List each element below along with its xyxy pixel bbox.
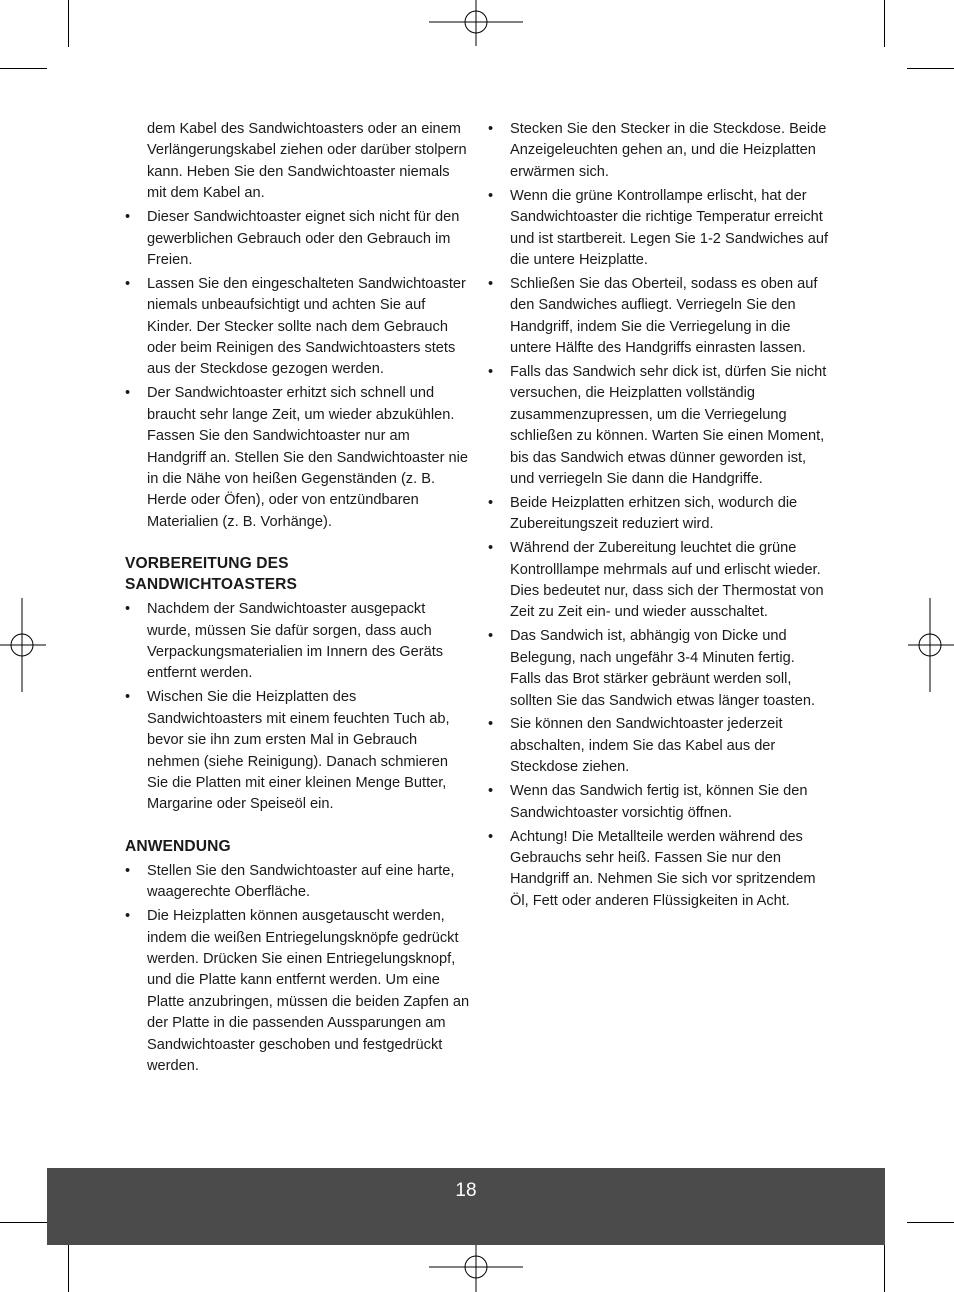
crop-mark [884,1245,885,1292]
heading-line: VORBEREITUNG DES [125,555,289,573]
crop-mark [884,0,885,47]
list-item: • Stecken Sie den Stecker in die Steckdose. Beide Anzeigeleuchten gehen an, und die Heizplatten erwärmen sich. [488,119,828,183]
list-item: • Nachdem der Sandwichtoaster ausgepackt wurde, müssen Sie dafür sorgen, dass auch Verpackungsmaterialien im Innern des Geräts entfernt werden. [125,599,470,685]
list-item: • Achtung! Die Metallteile werden während des Gebrauchs sehr heiß. Fassen Sie nur den Handgriff an. Nehmen Sie sich vor spritzendem Öl, Fett oder anderen Flüssigkeiten in Acht. [488,827,828,913]
list-item: • Der Sandwichtoaster erhitzt sich schnell und braucht sehr lange Zeit, um wieder abzukühlen. Fassen Sie den Sandwichtoaster nur am Handgriff an. Stellen Sie den Sandwichtoaster nie in die Nähe von heißen Gegenständen (z. B. Herde oder Öfen), oder von entzündbaren Materialien (z. B. Vorhänge). [125,383,470,533]
section-heading-usage: ANWENDUNG [125,837,231,855]
crop-mark [0,68,47,69]
registration-mark-left [0,598,46,692]
registration-mark-top [429,0,523,46]
bullet-list-preparation [125,599,470,816]
list-item: • Stellen Sie den Sandwichtoaster auf eine harte, waagerechte Oberfläche. [125,861,470,904]
list-item: • Sie können den Sandwichtoaster jederzeit abschalten, indem Sie das Kabel aus der Steckdose ziehen. [488,714,828,778]
list-item: • Das Sandwich ist, abhängig von Dicke und Belegung, nach ungefähr 3-4 Minuten fertig. Falls das Brot stärker gebräunt werden soll, sollten Sie das Sandwich etwas länger toasten. [488,626,828,712]
page-number: 18 [455,1180,477,1201]
registration-mark-right [908,598,954,692]
section-heading-preparation [125,553,470,595]
bullet-list-usage [125,861,470,1078]
list-item: • Während der Zubereitung leuchtet die grüne Kontrolllampe mehrmals auf und erlischt wieder. Dies bedeutet nur, dass sich der Thermostat von Zeit zu Zeit ein- und wieder ausschaltet. [488,538,828,624]
continuation-paragraph: dem Kabel des Sandwichtoasters oder an einem Verlängerungskabel ziehen oder darüber stolpern kann. Heben Sie den Sandwichtoaster niemals mit dem Kabel an. [147,121,467,202]
crop-mark [0,1222,47,1223]
footer-bar [47,1168,885,1245]
list-item: • Lassen Sie den eingeschalteten Sandwichtoaster niemals unbeaufsichtigt und achten Sie auf Kinder. Der Stecker sollte nach dem Gebrauch oder beim Reinigen des Sandwichtoasters stets aus der Steckdose gezogen werden. [125,274,470,381]
list-item: • Schließen Sie das Oberteil, sodass es oben auf den Sandwiches aufliegt. Verriegeln Sie den Handgriff, indem Sie die Verriegelung in die untere Hälfte des Handgriffs einrasten lassen. [488,274,828,360]
left-column [125,119,470,1080]
list-item: • Wischen Sie die Heizplatten des Sandwichtoasters mit einem feuchten Tuch ab, bevor sie ihn zum ersten Mal in Gebrauch nehmen (siehe Reinigung). Danach schmieren Sie die Platten mit einer kleinen Menge Butter, Margarine oder Speiseöl ein. [125,687,470,815]
list-item: • Dieser Sandwichtoaster eignet sich nicht für den gewerblichen Gebrauch oder den Gebrauch im Freien. [125,207,470,271]
bullet-list-safety [125,207,470,533]
registration-mark-bottom [429,1245,523,1292]
crop-mark [68,0,69,47]
heading-line: SANDWICHTOASTERS [125,576,297,594]
list-item: • Falls das Sandwich sehr dick ist, dürfen Sie nicht versuchen, die Heizplatten vollständig zusammenzupressen, um die Verriegelung schließen zu können. Warten Sie einen Moment, bis das Sandwich etwas dünner geworden ist, und verriegeln Sie dann die Handgriffe. [488,362,828,490]
list-item: • Wenn das Sandwich fertig ist, können Sie den Sandwichtoaster vorsichtig öffnen. [488,781,828,824]
list-item: • Beide Heizplatten erhitzen sich, wodurch die Zubereitungszeit reduziert wird. [488,493,828,536]
list-item: • Die Heizplatten können ausgetauscht werden, indem die weißen Entriegelungsknöpfe gedrückt werden. Drücken Sie einen Entriegelungsknopf, und die Platte kann entfernt werden. Um eine Platte anzubringen, müssen die beiden Zapfen an der Platte in die passenden Aussparungen am Sandwichtoaster geschoben und festgedrückt werden. [125,906,470,1077]
crop-mark [907,1222,954,1223]
list-item: • Wenn die grüne Kontrollampe erlischt, hat der Sandwichtoaster die richtige Temperatur erreicht und ist startbereit. Legen Sie 1-2 Sandwiches auf die untere Heizplatte. [488,186,828,272]
right-column [488,119,828,915]
bullet-list-usage-continued [488,119,828,912]
crop-mark [907,68,954,69]
crop-mark [68,1245,69,1292]
